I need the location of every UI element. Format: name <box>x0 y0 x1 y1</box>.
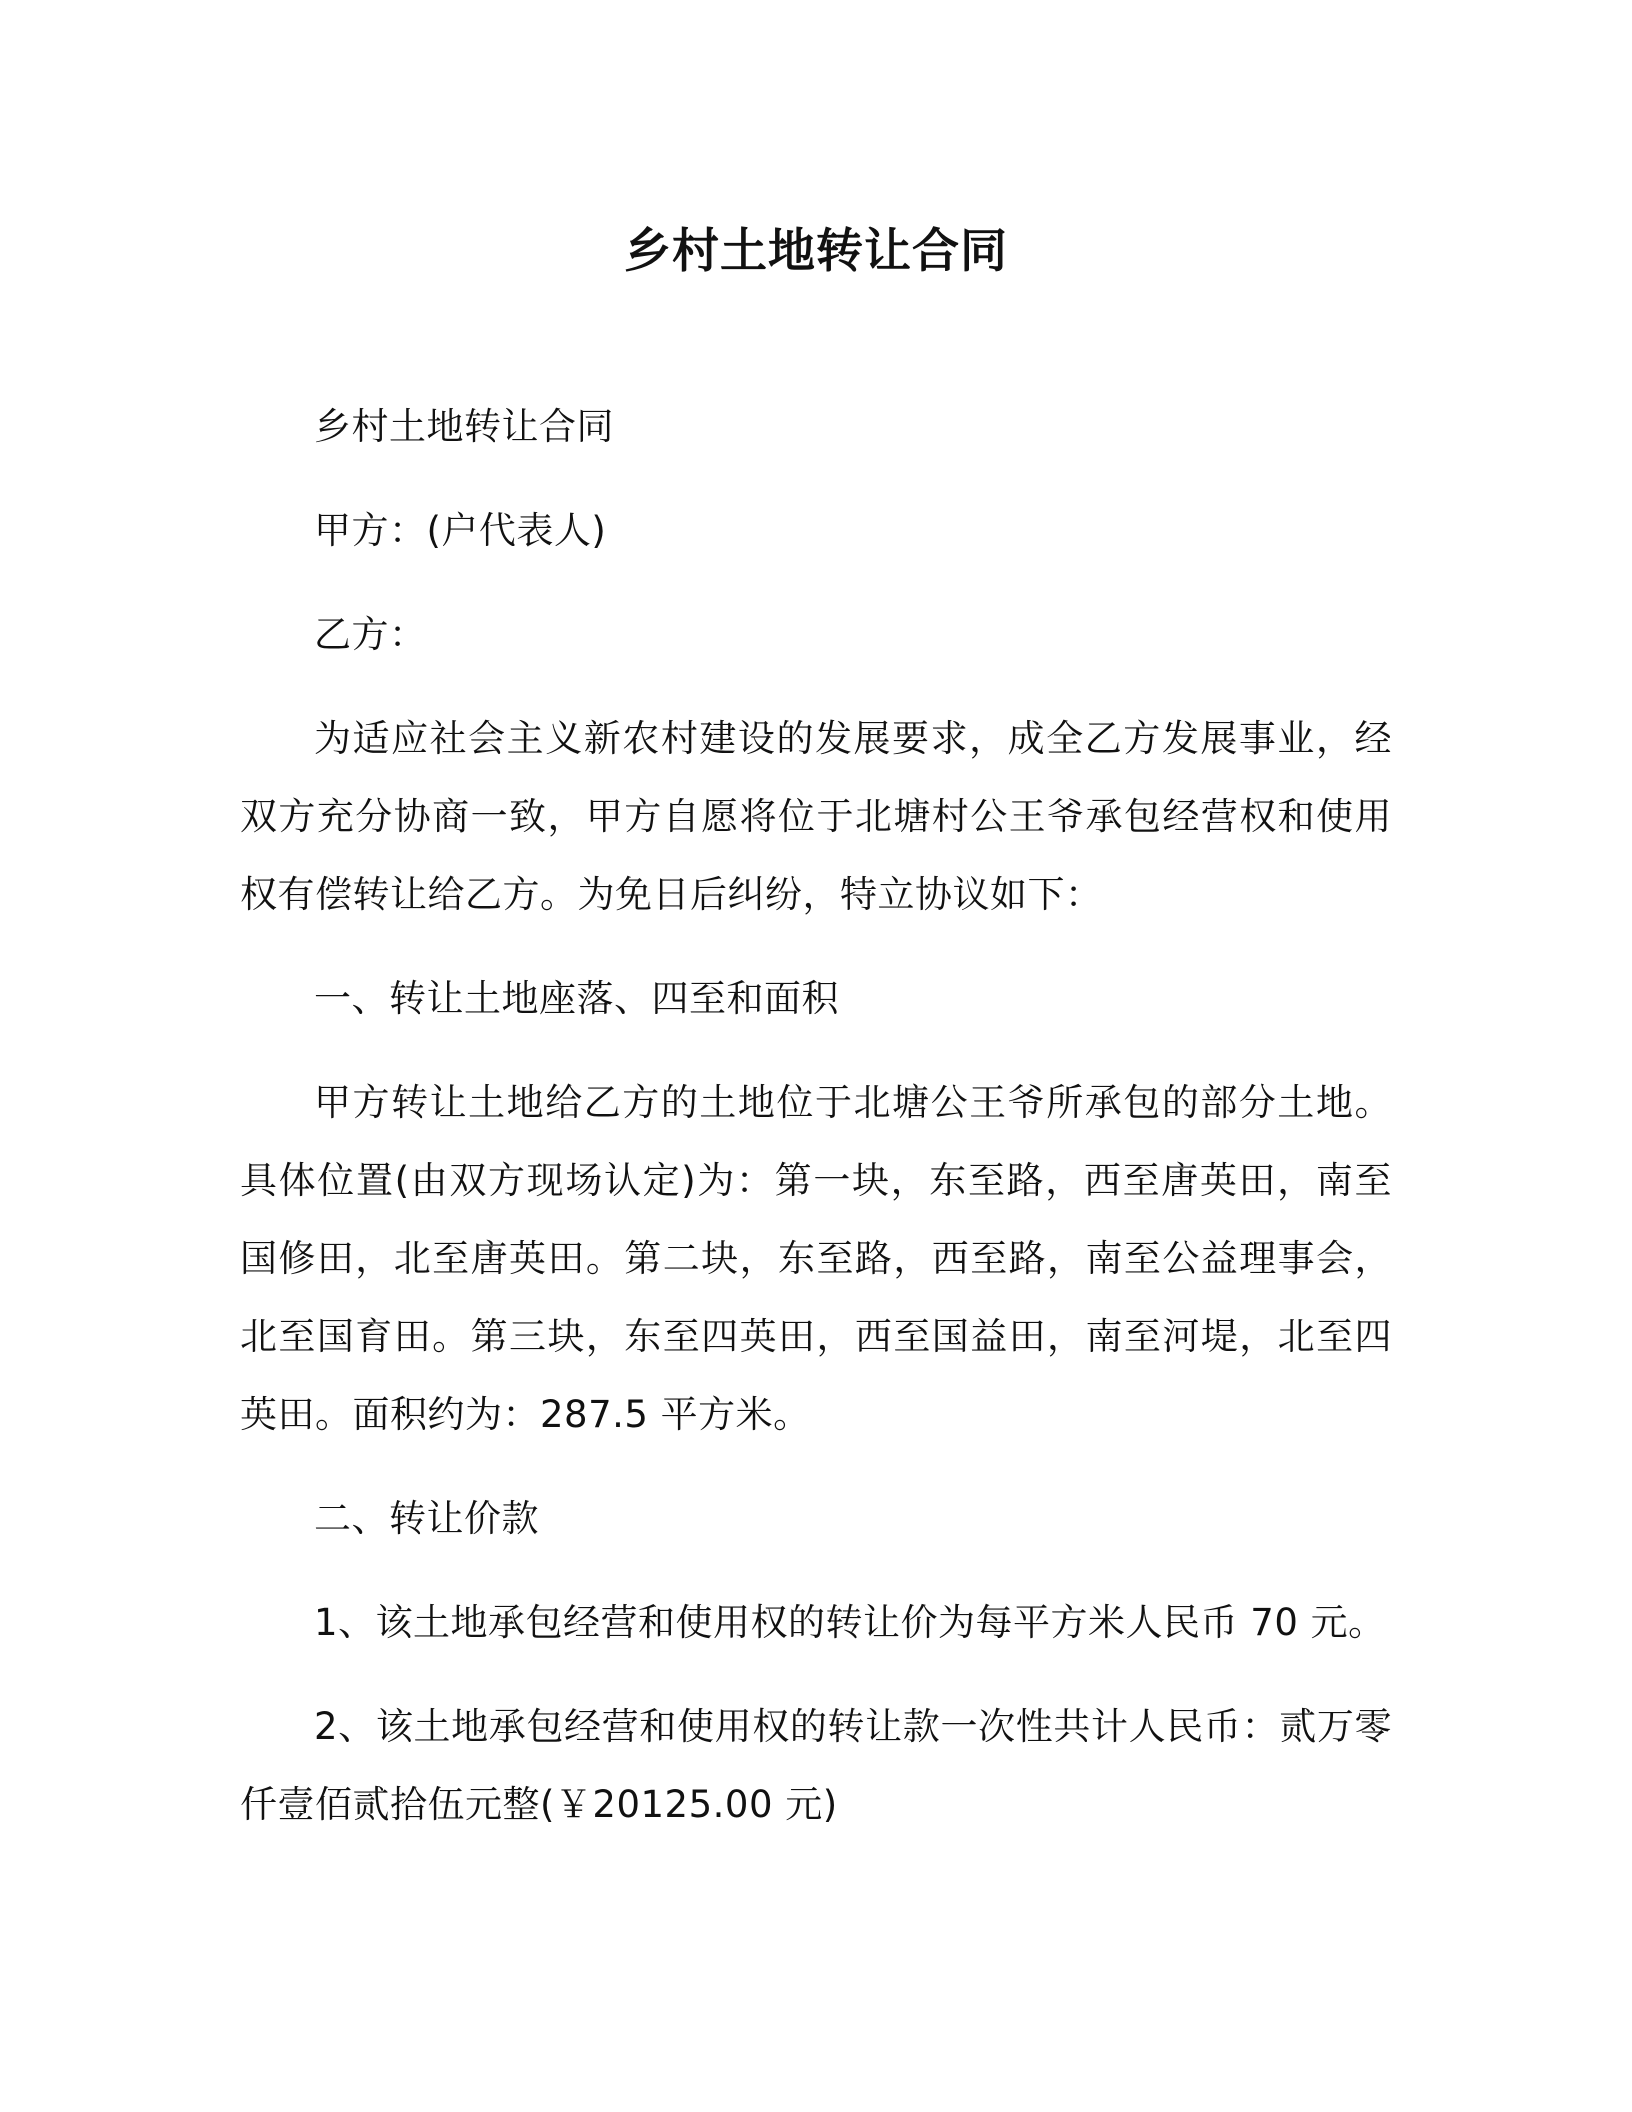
paragraph-heading: 乡村土地转让合同 <box>314 405 614 448</box>
document-title: 乡村土地转让合同 <box>624 224 1008 279</box>
paragraph-price-total: 2、该土地承包经营和使用权的转让款一次性共计人民币：贰万零仟壹佰贰拾伍元整(￥20125.00 元) <box>240 1705 1392 1826</box>
paragraph-price-unit: 1、该土地承包经营和使用权的转让价为每平方米人民币 70 元。 <box>314 1601 1386 1644</box>
paragraph-land-location: 甲方转让土地给乙方的土地位于北塘公王爷所承包的部分土地。具体位置(由双方现场认定)为：第一块，东至路，西至唐英田，南至国修田，北至唐英田。第二块，东至路，西至路，南至公益理事会，北至国育田。第三块，东至四英田，西至国益田，南至河堤，北至四英田。面积约为：287.5 平方米。 <box>240 1081 1392 1436</box>
paragraph-preamble: 为适应社会主义新农村建设的发展要求，成全乙方发展事业，经双方充分协商一致，甲方自愿将位于北塘村公王爷承包经营权和使用权有偿转让给乙方。为免日后纠纷，特立协议如下： <box>240 717 1392 916</box>
paragraph-party-b: 乙方： <box>314 613 427 656</box>
section-heading-price: 二、转让价款 <box>314 1497 539 1540</box>
section-heading-land: 一、转让土地座落、四至和面积 <box>314 977 839 1020</box>
paragraph-party-a: 甲方：(户代表人) <box>314 509 607 552</box>
document-body <box>240 388 1392 1870</box>
